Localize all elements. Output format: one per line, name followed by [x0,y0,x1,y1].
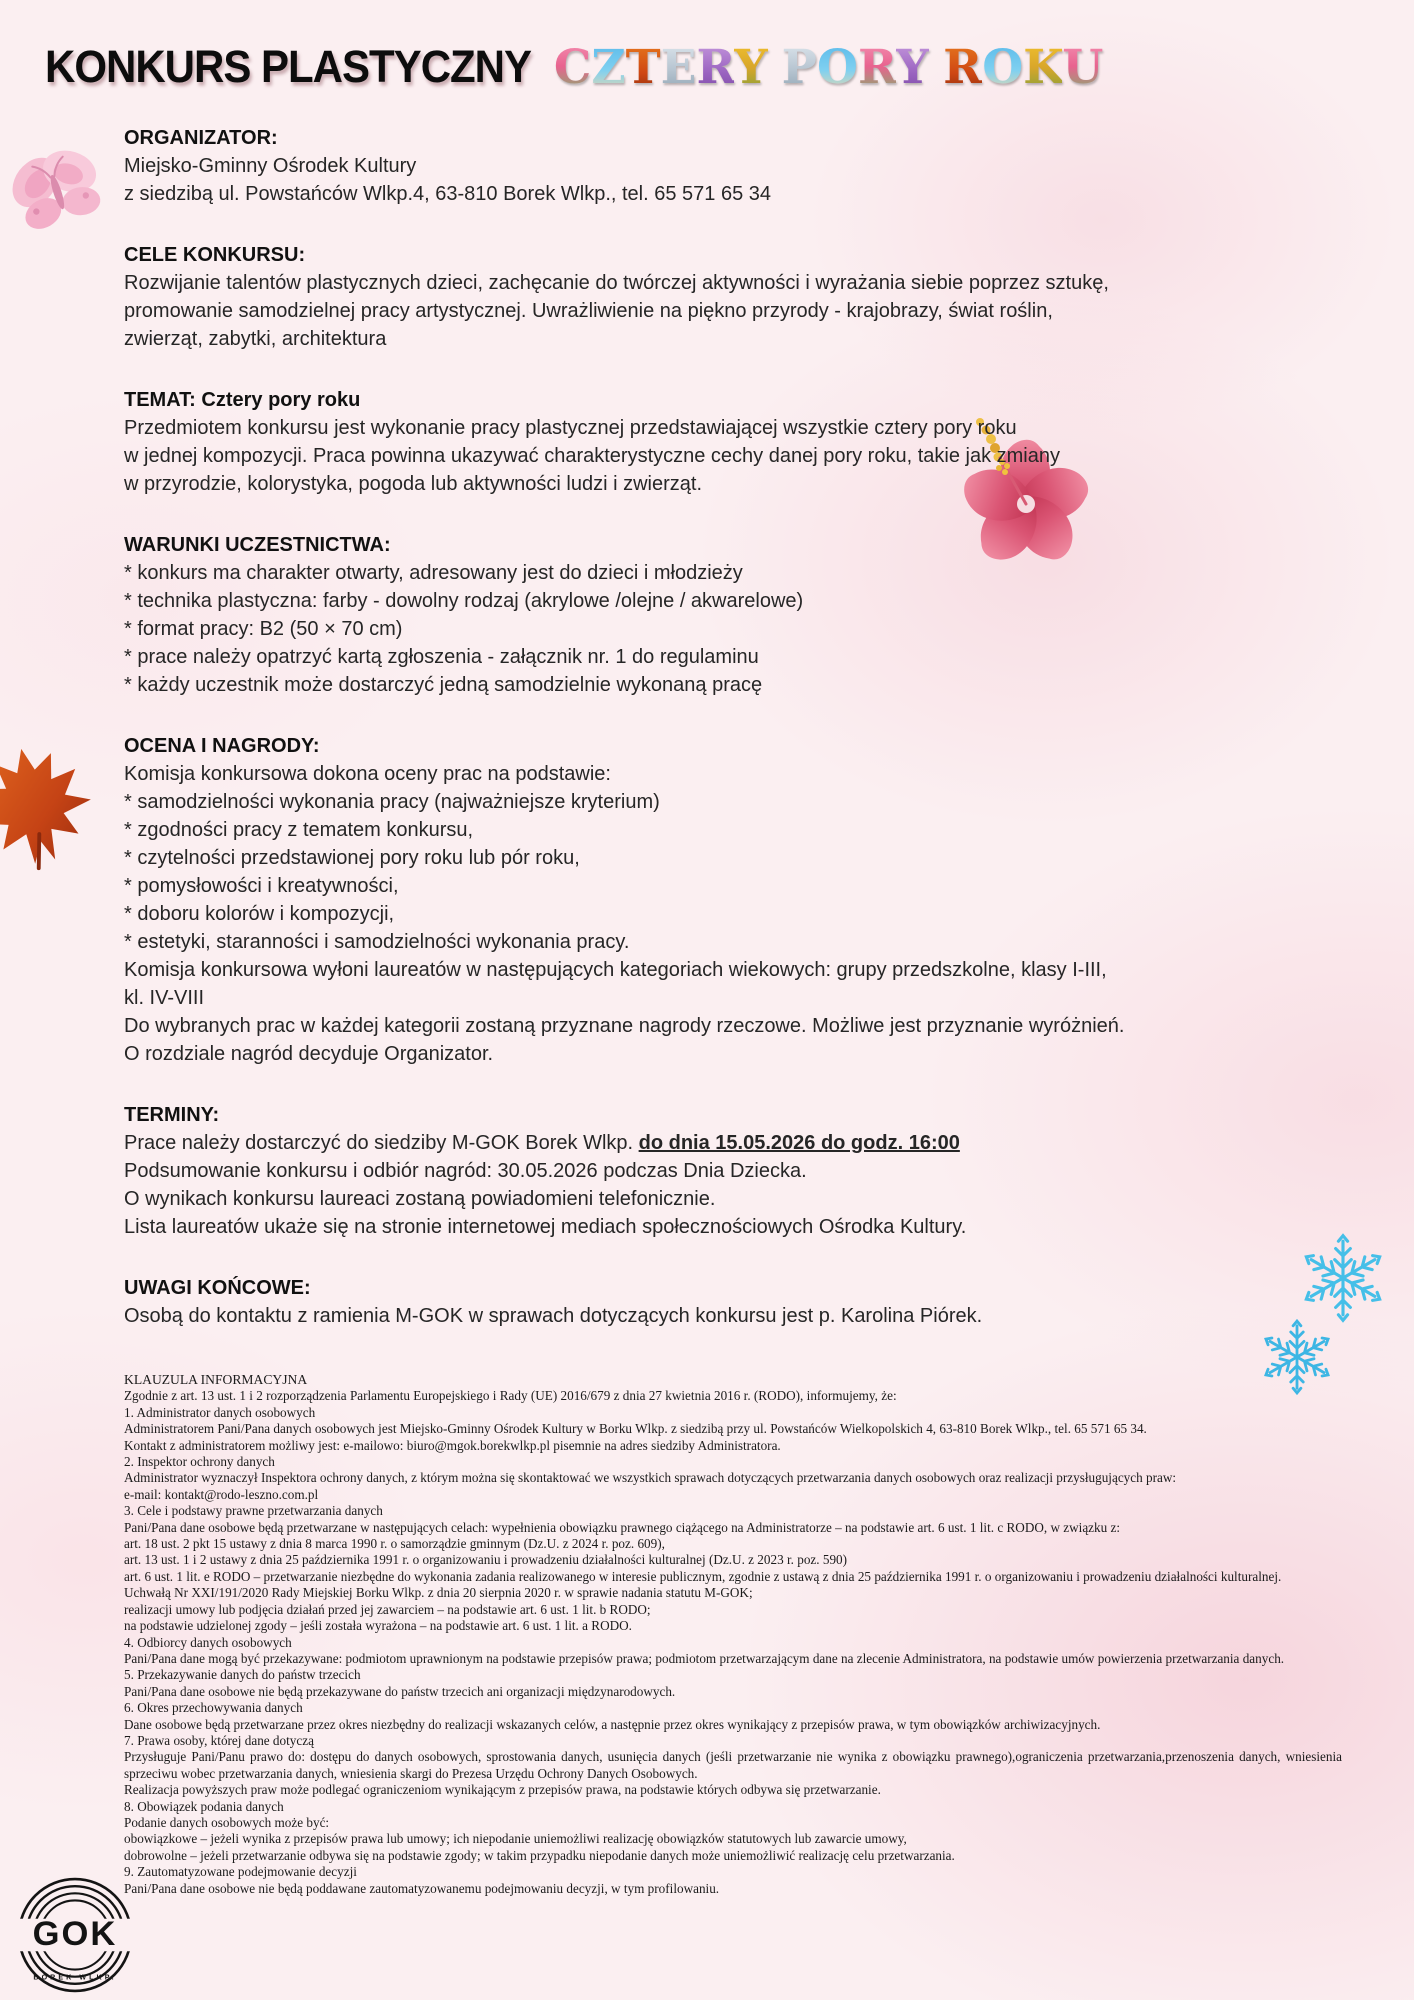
legal-line: Zgodnie z art. 13 ust. 1 i 2 rozporządzenia Parlamentu Europejskiego i Rady (UE) 2016/679 z dnia 27 kwietnia 2016 r. (RODO), informujemy, że: [124,1388,897,1404]
text-line: w przyrodzie, kolorystyka, pogoda lub aktywności ludzi i zwierząt. [124,473,703,495]
svg-text:GOK: GOK [32,1915,118,1954]
list-item: * zgodności pracy z tematem konkursu, [124,819,474,841]
legal-line: Podanie danych osobowych może być: [124,1814,330,1830]
page-title [45,40,1103,95]
section-heading: UWAGI KOŃCOWE: [124,1277,311,1299]
text-line: Do wybranych prac w każdej kategorii zostaną przyznane nagrody rzeczowe. Możliwe jest przyznanie wyróżnień. [124,1015,1125,1037]
legal-line: 3. Cele i podstawy prawne przetwarzania danych [124,1503,383,1519]
legal-line: dobrowolne – jeżeli przetwarzanie odbywa się na podstawie zgody; w takim przypadku niepodanie danych może uniemożliwić realizację celu przetwarzania. [124,1847,955,1863]
legal-line: 6. Okres przechowywania danych [124,1700,303,1716]
legal-line: realizacji umowy lub podjęcia działań przed jej zawarciem – na podstawie art. 6 ust. 1 lit. b RODO; [124,1601,651,1617]
text-line: Lista laureatów ukaże się na stronie internetowej mediach społecznościowych Ośrodka Kultury. [124,1216,967,1238]
text-line: Osobą do kontaktu z ramienia M-GOK w sprawach dotyczących konkursu jest p. Karolina Piórek. [124,1305,983,1327]
legal-line: na podstawie udzielonej zgody – jeśli została wyrażona – na podstawie art. 6 ust. 1 lit. a RODO. [124,1618,632,1634]
gok-logo [14,1874,136,1996]
legal-line: 1. Administrator danych osobowych [124,1404,316,1420]
text-line: Podsumowanie konkursu i odbiór nagród: 30.05.2026 podczas Dnia Dziecka. [124,1160,807,1182]
text-line: O rozdziale nagród decyduje Organizator. [124,1043,494,1065]
svg-text:BOREK WLKP.: BOREK WLKP. [33,1973,117,1982]
legal-line: 5. Przekazywanie danych do państw trzecich [124,1667,361,1683]
legal-line: Administrator wyznaczył Inspektora ochrony danych, z którym można się skontaktować we wszystkich sprawach dotyczących przetwarzania danych osobowych oraz realizacji przysługujących praw: [124,1470,1177,1486]
title-text-colorful: CZTERY PORY ROKU [553,40,1104,95]
legal-line: Dane osobowe będą przetwarzane przez okres niezbędny do realizacji wskazanych celów, a następnie przez okres wynikający z przepisów prawa, w tym obowiązków archiwizacyjnych. [124,1716,1101,1732]
maple-leaf-icon [0,733,110,885]
text-line: w jednej kompozycji. Praca powinna ukazywać charakterystyczne cechy danej pory roku, takie jak zmiany [124,445,1060,467]
section-heading: WARUNKI UCZESTNICTWA: [124,534,391,556]
section-heading: CELE KONKURSU: [124,244,306,266]
text-line: Rozwijanie talentów plastycznych dzieci, zachęcanie do twórczej aktywności i wyrażania siebie poprzez sztukę, [124,272,1109,294]
legal-line: art. 18 ust. 2 pkt 15 ustawy z dnia 8 marca 1990 r. o samorządzie gminnym (Dz.U. z 2024 r. poz. 609), [124,1536,665,1552]
text-line: Miejsko-Gminny Ośrodek Kultury [124,155,417,177]
list-item: * konkurs ma charakter otwarty, adresowany jest do dzieci i młodzieży [124,562,743,584]
text-line: z siedzibą ul. Powstańców Wlkp.4, 63-810 Borek Wlkp., tel. 65 571 65 34 [124,183,772,205]
legal-line: obowiązkowe – jeżeli wynika z przepisów prawa lub umowy; ich niepodanie uniemożliwi realizację obowiązków statutowych lub zawarcie umowy, [124,1831,907,1847]
text-line: zwierząt, zabytki, architektura [124,328,387,350]
title-text-black: KONKURS PLASTYCZNY [45,41,532,92]
section-warunki-uczestnictwa [124,531,1364,699]
list-item: * doboru kolorów i kompozycji, [124,903,395,925]
legal-line: Pani/Pana dane mogą być przekazywane: podmiotom uprawnionym na podstawie przepisów prawa; podmiotom przetwarzającym dane na zlecenie Administratora, na podstawie umów powierzenia przetwarzania danych. [124,1650,1285,1666]
deadline-prefix: Prace należy dostarczyć do siedziby M-GOK Borek Wlkp. [124,1132,639,1154]
section-heading: TEMAT: Cztery pory roku [124,389,361,411]
legal-line: 2. Inspektor ochrony danych [124,1454,275,1470]
deadline-date: do dnia 15.05.2026 do godz. 16:00 [638,1132,960,1154]
list-item: * estetyki, staranności i samodzielności wykonania pracy. [124,931,630,953]
section-cele-konkursu [124,241,1364,353]
legal-clause [124,1372,1342,1897]
section-heading: ORGANIZATOR: [124,127,278,149]
section-terminy [124,1101,1364,1241]
legal-line: 4. Odbiorcy danych osobowych [124,1634,292,1650]
section-organizator [124,124,1364,208]
section-temat [124,386,1364,498]
legal-line: 8. Obowiązek podania danych [124,1798,284,1814]
legal-heading: KLAUZULA INFORMACYJNA [124,1372,308,1387]
section-uwagi-koncowe [124,1274,1364,1330]
legal-line: Pani/Pana dane osobowe będą przetwarzane w następujących celach: wypełnienia obowiązku prawnego ciążącego na Administratorze – na podstawie art. 6 ust. 1 lit. c RODO, w związku z: [124,1519,1121,1535]
poster-body [124,124,1364,1897]
list-item: * technika plastyczna: farby - dowolny rodzaj (akrylowe /olejne / akwarelowe) [124,590,804,612]
text-line: kl. IV-VIII [124,987,205,1009]
list-item: * każdy uczestnik może dostarczyć jedną samodzielnie wykonaną pracę [124,674,763,696]
legal-line: Przysługuje Pani/Panu prawo do: dostępu do danych osobowych, sprostowania danych, usunięcia danych (jeśli przetwarzanie nie wynika z obowiązku prawnego),ograniczenia przetwarzania,przenoszenia danych, wniesienia sprzeciwu wobec przetwarzania danych, wniesienia skargi do Prezesa Urzędu Ochrony Danych Osobowych. [124,1749,1342,1781]
text-line: Komisja konkursowa wyłoni laureatów w następujących kategoriach wiekowych: grupy przedszkolne, klasy I-III, [124,959,1107,981]
list-item: * samodzielności wykonania pracy (najważniejsze kryterium) [124,791,660,813]
text-line: promowanie samodzielnej pracy artystycznej. Uwrażliwienie na piękno przyrody - krajobrazy, świat roślin, [124,300,1053,322]
section-heading: TERMINY: [124,1104,220,1126]
text-line: Przedmiotem konkursu jest wykonanie pracy plastycznej przedstawiającej wszystkie cztery pory roku [124,417,1017,439]
list-item: * czytelności przedstawionej pory roku lub pór roku, [124,847,580,869]
section-ocena-i-nagrody [124,732,1364,1068]
legal-line: Realizacja powyższych praw może podlegać ograniczeniom wynikającym z przepisów prawa, na podstawie których odbywa się przetwarzanie. [124,1782,881,1798]
legal-line: Uchwałą Nr XXI/191/2020 Rady Miejskiej Borku Wlkp. z dnia 20 sierpnia 2020 r. w sprawie nadania statutu M-GOK; [124,1585,753,1601]
section-heading: OCENA I NAGRODY: [124,735,320,757]
butterfly-icon [0,118,134,269]
deadline-line [124,1129,1364,1157]
legal-line: Pani/Pana dane osobowe nie będą przekazywane do państw trzecich ani organizacji międzynarodowych. [124,1683,676,1699]
text-line: Komisja konkursowa dokona oceny prac na podstawie: [124,763,611,785]
legal-line: art. 13 ust. 1 i 2 ustawy z dnia 25 października 1991 r. o organizowaniu i prowadzeniu działalności kulturalnej (Dz.U. z 2023 r. poz. 590) [124,1552,848,1568]
legal-line: Administratorem Pani/Pana danych osobowych jest Miejsko-Gminny Ośrodek Kultury w Borku Wlkp. z siedzibą przy ul. Powstańców Wielkopolskich 4, 63-810 Borek Wlkp., tel. 65 571 65 34. [124,1421,1147,1437]
text-line: O wynikach konkursu laureaci zostaną powiadomieni telefonicznie. [124,1188,716,1210]
legal-line: Kontakt z administratorem możliwy jest: e-mailowo: biuro@mgok.borekwlkp.pl pisemnie na adres siedziby Administratora. [124,1437,781,1453]
list-item: * pomysłowości i kreatywności, [124,875,399,897]
legal-line: 7. Prawa osoby, której dane dotyczą [124,1732,314,1748]
legal-line: 9. Zautomatyzowane podejmowanie decyzji [124,1864,357,1880]
list-item: * format pracy: B2 (50 × 70 cm) [124,618,403,640]
legal-line: art. 6 ust. 1 lit. e RODO – przetwarzanie niezbędne do wykonania zadania realizowanego w interesie publicznym, zgodnie z ustawą z dnia 25 października 1991 r. o organizowaniu i prowadzeniu działalności kulturalnej. [124,1568,1282,1584]
legal-line: e-mail: kontakt@rodo-leszno.com.pl [124,1486,319,1502]
list-item: * prace należy opatrzyć kartą zgłoszenia - załącznik nr. 1 do regulaminu [124,646,759,668]
legal-line: Pani/Pana dane osobowe nie będą poddawane zautomatyzowanemu podejmowaniu decyzji, w tym profilowaniu. [124,1880,720,1896]
